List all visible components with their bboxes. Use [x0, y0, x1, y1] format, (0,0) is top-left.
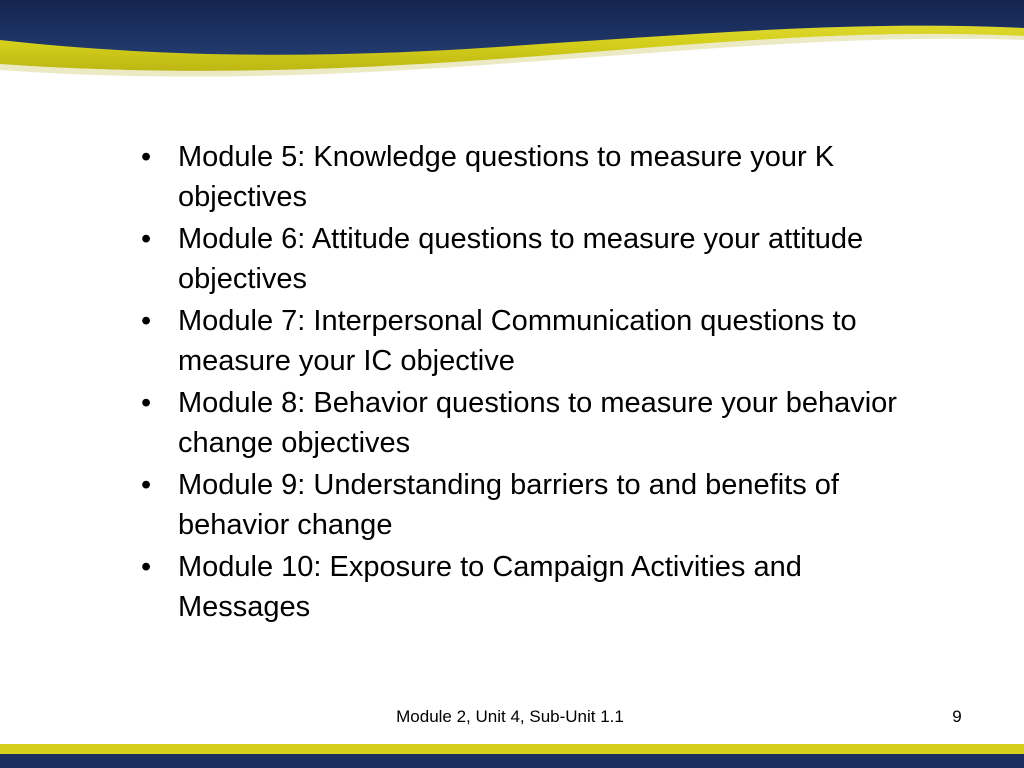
bottom-band-yellow — [0, 744, 1024, 754]
bullet-text: Module 7: Interpersonal Communication questions to measure your IC objective — [178, 305, 857, 377]
bottom-band-navy — [0, 754, 1024, 768]
bullet-text: Module 10: Exposure to Campaign Activities and Messages — [178, 551, 802, 623]
bullet-icon: • — [141, 551, 152, 583]
list-item — [138, 219, 898, 299]
bullet-icon: • — [141, 387, 152, 419]
list-item — [138, 383, 898, 463]
list-item — [138, 301, 898, 381]
bullet-text: Module 5: Knowledge questions to measure your K objectives — [178, 141, 835, 213]
list-item — [138, 465, 898, 545]
slide-footer: Module 2, Unit 4, Sub-Unit 1.1 — [396, 707, 624, 726]
bottom-band — [0, 744, 1024, 768]
bullet-icon: • — [141, 469, 152, 501]
top-wave-banner — [0, 0, 1024, 90]
bullet-text: Module 6: Attitude questions to measure your attitude objectives — [178, 223, 864, 295]
bullet-icon: • — [141, 305, 152, 337]
bullet-text: Module 8: Behavior questions to measure your behavior change objectives — [178, 387, 897, 459]
list-item — [138, 137, 898, 217]
slide-number: 9 — [952, 707, 962, 726]
bullet-icon: • — [141, 223, 152, 255]
list-item — [138, 547, 898, 627]
bullet-text: Module 9: Understanding barriers to and benefits of behavior change — [178, 469, 839, 541]
module-bullet-list — [138, 137, 898, 629]
bullet-icon: • — [141, 141, 152, 173]
